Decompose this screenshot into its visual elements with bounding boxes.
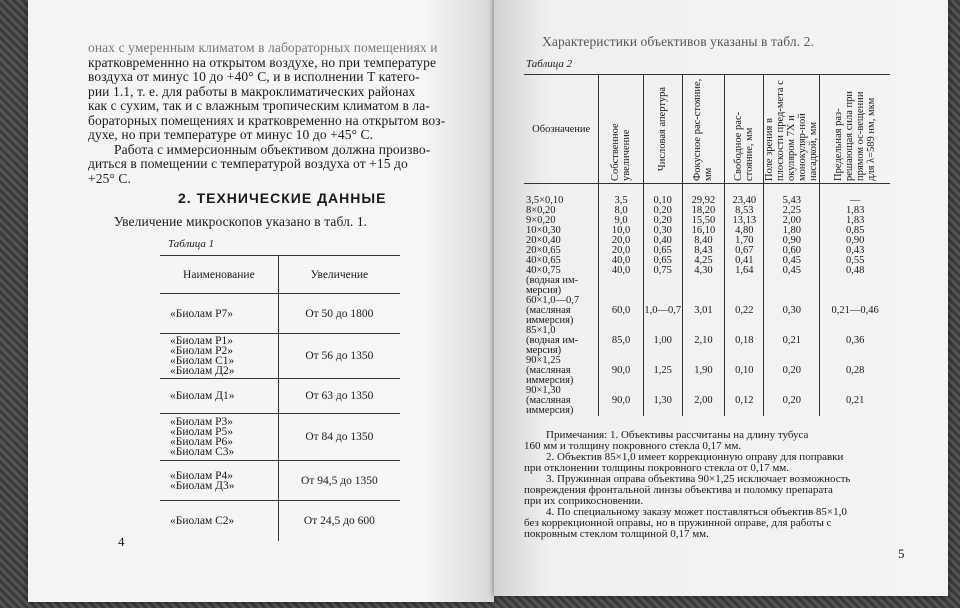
table-row <box>160 461 400 501</box>
value-cell: 8,53 <box>725 206 764 216</box>
designation <box>524 356 599 386</box>
header-label: Предельная раз-решающая сила при прямом ос-вещении для λ=589 нм, мкм <box>833 91 878 181</box>
table1-intro: Увеличение микроскопов указано в табл. 1. <box>114 214 368 229</box>
table2-header <box>764 75 820 184</box>
value-cell: 1,70 <box>725 236 764 246</box>
designation-line: (масляная <box>526 305 571 316</box>
magnification-range: От 63 до 1350 <box>278 379 400 414</box>
magnification-range: От 24,5 до 600 <box>278 501 400 541</box>
value-cell: 0,90 <box>764 236 820 246</box>
value-cell: — <box>820 184 890 207</box>
paragraph-line: +25° C. <box>88 170 131 186</box>
model-name: «Биолам С3» <box>170 446 235 458</box>
value-cell: 4,30 <box>682 266 725 296</box>
value-cell: 3,01 <box>682 296 725 326</box>
value-cell: 5,43 <box>764 184 820 207</box>
table-row <box>524 296 890 326</box>
designation-line: 20×0,40 <box>526 235 561 246</box>
table-row <box>160 414 400 461</box>
value-cell: 0,45 <box>764 266 820 296</box>
table2-header <box>682 75 725 184</box>
table2-header <box>599 75 644 184</box>
section-title: 2. ТЕХНИЧЕСКИЕ ДАННЫЕ <box>178 190 387 206</box>
value-cell: 0,65 <box>643 246 682 256</box>
page-number-right: 5 <box>898 546 905 561</box>
value-cell: 85,0 <box>599 326 644 356</box>
table-1 <box>160 255 400 541</box>
value-cell: 90,0 <box>599 356 644 386</box>
value-cell: 0,41 <box>725 256 764 266</box>
value-cell: 23,40 <box>725 184 764 207</box>
value-cell: 0,18 <box>725 326 764 356</box>
paragraph-line: кратковременнно на открытом воздухе, но при температуре <box>88 54 437 70</box>
value-cell: 9,0 <box>599 216 644 226</box>
value-cell: 0,30 <box>643 226 682 236</box>
paragraph-line: Работа с иммерсионным объективом должна произво- <box>114 141 431 157</box>
model-name: «Биолам Д1» <box>170 390 235 402</box>
value-cell: 0,36 <box>820 326 890 356</box>
table-row <box>160 379 400 414</box>
value-cell: 0,20 <box>643 216 682 226</box>
value-cell: 0,55 <box>820 256 890 266</box>
value-cell: 2,00 <box>682 386 725 416</box>
value-cell: 0,45 <box>764 256 820 266</box>
table-row <box>524 326 890 356</box>
note-line: покровным стеклом толщиной 0,17 мм. <box>524 528 709 540</box>
value-cell: 15,50 <box>682 216 725 226</box>
value-cell: 1,80 <box>764 226 820 236</box>
value-cell: 0,21 <box>764 326 820 356</box>
table2-caption: Таблица 2 <box>526 58 573 70</box>
value-cell: 0,43 <box>820 246 890 256</box>
model-name: «Биолам Д3» <box>170 479 235 492</box>
designation-line: 8×0,20 <box>526 205 556 216</box>
table1-header-name: Наименование <box>160 256 278 294</box>
page-number-left: 4 <box>118 534 125 549</box>
value-cell: 16,10 <box>682 226 725 236</box>
note-line: 3. Пружинная оправа объектива 90×1,25 исключает возможность <box>546 473 851 485</box>
magnification-range: От 84 до 1350 <box>278 414 400 461</box>
note-line: 2. Объектив 85×1,0 имеет коррекционную оправу для поправки <box>546 451 844 463</box>
value-cell: 2,00 <box>764 216 820 226</box>
value-cell: 0,28 <box>820 356 890 386</box>
model-name: «Биолам Р5» <box>170 426 233 438</box>
table-row <box>160 334 400 379</box>
paragraph-line: рии 1.1, т. е. для работы в макроклиматических районах <box>88 83 416 99</box>
model-name: «Биолам Р6» <box>170 436 233 448</box>
value-cell: 0,75 <box>643 266 682 296</box>
model-name: «Биолам Р7» <box>170 307 233 320</box>
model-names <box>160 379 278 414</box>
value-cell: 8,43 <box>682 246 725 256</box>
paragraph-line: онах с умеренным климатом в лабораторных помещениях и <box>88 40 438 55</box>
value-cell: 1,30 <box>643 386 682 416</box>
designation-line: 90×1,25 <box>526 355 561 366</box>
designation-line: (масляная <box>526 365 571 376</box>
value-cell: 1,0—0,7 <box>643 296 682 326</box>
model-name: «Биолам С1» <box>170 355 235 367</box>
value-cell: 0,20 <box>643 206 682 216</box>
designation-line: 60×1,0—0,7 <box>526 295 580 306</box>
right-page <box>494 0 948 596</box>
value-cell: 0,12 <box>725 386 764 416</box>
designation-line: 40×0,65 <box>526 255 561 266</box>
value-cell: 1,25 <box>643 356 682 386</box>
value-cell: 60,0 <box>599 296 644 326</box>
value-cell: 0,22 <box>725 296 764 326</box>
table1-caption: Таблица 1 <box>168 238 215 250</box>
model-name: «Биолам Р2» <box>170 345 233 357</box>
paragraph-line: воздуха от минус 10 до +40° C, и в исполнении T катего- <box>88 69 420 84</box>
value-cell: 0,30 <box>764 296 820 326</box>
model-names <box>160 414 278 461</box>
value-cell: 1,00 <box>643 326 682 356</box>
designation-line: (водная им- <box>526 335 579 346</box>
designation <box>524 266 599 296</box>
paragraph-line: как с сухим, так и с влажным тропическим климатом в ла- <box>88 98 430 113</box>
model-names <box>160 501 278 541</box>
note-line: Примечания: 1. Объективы рассчитаны на длину тубуса <box>546 429 809 441</box>
header-label: Свободное рас-стояние, мм <box>733 111 756 181</box>
table2-header <box>725 75 764 184</box>
header-label: Фокусное рас-стояние, мм <box>692 78 715 181</box>
model-name: «Биолам Д2» <box>170 365 235 377</box>
designation-line: 3,5×0,10 <box>526 195 564 206</box>
designation <box>524 326 599 356</box>
notes <box>524 430 894 540</box>
value-cell: 3,5 <box>599 184 644 207</box>
value-cell: 1,90 <box>682 356 725 386</box>
magnification-range: От 50 до 1800 <box>278 294 400 334</box>
value-cell: 0,65 <box>643 256 682 266</box>
value-cell: 0,40 <box>643 236 682 246</box>
paragraph-line: бораторных помещениях и кратковременно на открытом воз- <box>88 112 446 128</box>
value-cell: 0,90 <box>820 236 890 246</box>
value-cell: 29,92 <box>682 184 725 207</box>
value-cell: 13,13 <box>725 216 764 226</box>
table2-header-row <box>524 75 890 184</box>
note-line: повреждения фронтальной линзы объектива и поломку препарата <box>524 484 833 496</box>
table-row <box>524 266 890 296</box>
note-line: без коррекционной оправы, но в пружинной оправе, для работы с <box>524 517 832 529</box>
model-names <box>160 334 278 379</box>
table2-header <box>524 75 599 184</box>
designation-line: 20×0,65 <box>526 245 561 256</box>
magnification-range: От 56 до 1350 <box>278 334 400 379</box>
designation-line: 85×1,0 <box>526 325 556 336</box>
table-row <box>524 184 890 207</box>
model-names <box>160 461 278 501</box>
table-row <box>160 501 400 541</box>
header-label: Поле зрения в плоскости пред-мета с окуляром 7Х и монокуляр-ной насадкой, мм <box>764 80 820 181</box>
designation <box>524 386 599 416</box>
paragraph-line: диться в помещении с температурой воздуха от +15 до <box>88 156 408 171</box>
value-cell: 4,80 <box>725 226 764 236</box>
value-cell: 0,85 <box>820 226 890 236</box>
designation-line: (водная им- <box>526 275 579 286</box>
value-cell: 40,0 <box>599 266 644 296</box>
value-cell: 1,64 <box>725 266 764 296</box>
value-cell: 8,0 <box>599 206 644 216</box>
value-cell: 20,0 <box>599 246 644 256</box>
value-cell: 2,10 <box>682 326 725 356</box>
designation <box>524 296 599 326</box>
designation-line: иммерсия) <box>526 405 574 416</box>
value-cell: 90,0 <box>599 386 644 416</box>
designation <box>524 184 599 207</box>
value-cell: 0,10 <box>643 184 682 207</box>
value-cell: 0,48 <box>820 266 890 296</box>
table-row <box>524 356 890 386</box>
value-cell: 0,21—0,46 <box>820 296 890 326</box>
table-row <box>524 386 890 416</box>
value-cell: 1,83 <box>820 216 890 226</box>
value-cell: 0,20 <box>764 356 820 386</box>
designation-line: иммерсия) <box>526 375 574 386</box>
value-cell: 20,0 <box>599 236 644 246</box>
value-cell: 18,20 <box>682 206 725 216</box>
designation-line: 10×0,30 <box>526 225 561 236</box>
model-name: «Биолам Р4» <box>170 469 233 482</box>
designation-line: 90×1,30 <box>526 385 561 396</box>
value-cell: 0,20 <box>764 386 820 416</box>
table2-intro: Характеристики объективов указаны в табл. 2. <box>542 34 814 49</box>
designation-line: 40×0,75 <box>526 265 561 276</box>
magnification-range: От 94,5 до 1350 <box>278 461 400 501</box>
header-label: Обозначение <box>532 123 591 135</box>
table1-header-magnification: Увеличение <box>278 256 400 294</box>
model-names <box>160 294 278 334</box>
model-name: «Биолам С2» <box>170 514 235 527</box>
note-line: при отклонении толщины покровного стекла от 0,17 мм. <box>524 462 790 474</box>
value-cell: 1,83 <box>820 206 890 216</box>
table2-header <box>643 75 682 184</box>
value-cell: 0,10 <box>725 356 764 386</box>
value-cell: 0,67 <box>725 246 764 256</box>
value-cell: 4,25 <box>682 256 725 266</box>
value-cell: 0,21 <box>820 386 890 416</box>
header-label: Собственное увеличение <box>610 123 633 181</box>
left-page <box>28 0 494 602</box>
note-line: 4. По специальному заказу может поставляться объектив 85×1,0 <box>546 506 847 518</box>
table2-header <box>820 75 890 184</box>
value-cell: 8,40 <box>682 236 725 246</box>
designation-line: (масляная <box>526 395 571 406</box>
model-name: «Биолам Р1» <box>170 335 233 347</box>
paragraph-line: духе, но при температуре от минус 10 до +45° C. <box>88 127 374 142</box>
designation-line: 9×0,20 <box>526 215 556 226</box>
table-2 <box>524 74 890 416</box>
note-line: 160 мм и толщину покровного стекла 0,17 мм. <box>524 440 742 452</box>
value-cell: 40,0 <box>599 256 644 266</box>
model-name: «Биолам Р3» <box>170 416 233 428</box>
value-cell: 0,60 <box>764 246 820 256</box>
value-cell: 2,25 <box>764 206 820 216</box>
note-line: при их соприкосновении. <box>524 495 644 507</box>
table-row <box>160 294 400 334</box>
value-cell: 10,0 <box>599 226 644 236</box>
designation-line: мерсия) <box>526 345 562 356</box>
designation-line: мерсия) <box>526 285 562 296</box>
designation-line: иммерсия) <box>526 315 574 326</box>
header-label: Числовая апертура <box>657 86 669 172</box>
